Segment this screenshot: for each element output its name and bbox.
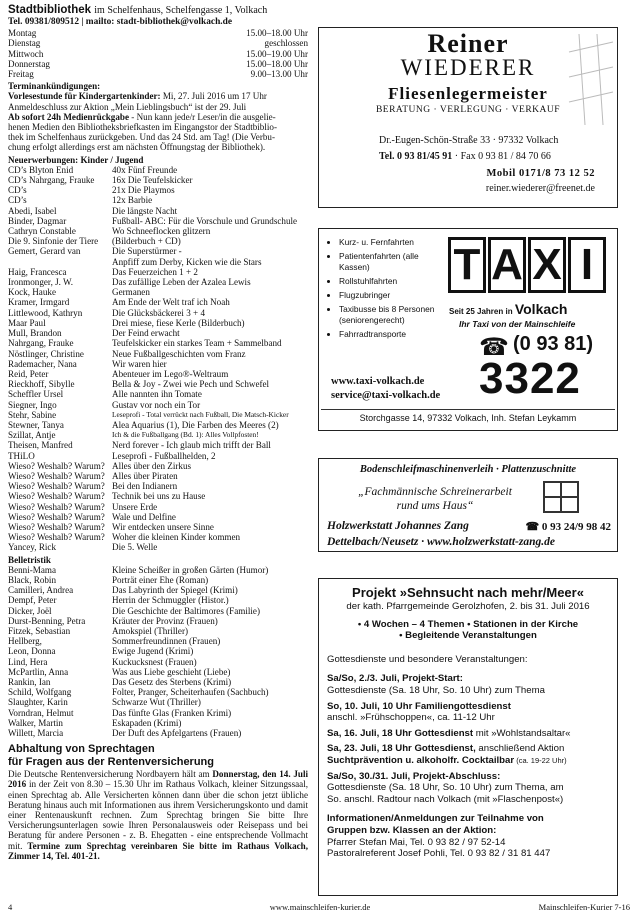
book-row	[8, 318, 308, 328]
book-title: (Bilderbuch + CD)	[112, 236, 181, 247]
book-row	[8, 328, 308, 338]
taxi-number: 3322	[479, 354, 581, 403]
book-title: Die längste Nacht	[112, 205, 178, 216]
book-row	[8, 287, 308, 297]
book-title: Abenteuer im Lego®-Weltraum	[112, 368, 229, 379]
page-number: 4	[8, 902, 13, 912]
appointment-line	[8, 91, 308, 101]
event-head: Sa/So, 30./31. Juli, Projekt-Abschluss:	[327, 770, 501, 782]
book-title: Nerd forever - Ich glaub mich trifft der Ball	[112, 440, 271, 451]
book-author: Wieso? Weshalb? Warum?	[8, 460, 105, 471]
book-row	[8, 565, 308, 575]
appointment-bold: Ab sofort 24h Medienrückgabe	[8, 111, 129, 122]
book-author: Black, Robin	[8, 574, 56, 585]
book-title: Fußball- ABC: Für die Vorschule und Grundschule	[112, 215, 298, 226]
book-title: Ich & die Fußballgang (Bd. 1): Alles Vollpfosten!	[112, 430, 259, 440]
wiederer-mobile: Mobil 0171/8 73 12 52	[486, 168, 595, 179]
book-title: 21x Die Playmos	[112, 185, 175, 196]
book-row	[8, 481, 308, 491]
appointment-text: Mi, 27. Juli 2016 um 17 Uhr	[160, 91, 267, 102]
book-author: Die 9. Sinfonie der Tiere	[8, 236, 99, 247]
taxi-logo	[441, 237, 613, 297]
taxi-tagline: Seit 25 Jahren in Volkach	[449, 301, 568, 317]
book-row	[8, 440, 308, 450]
event-head: Suchtprävention u. alkoholfr. Cocktailbar	[327, 754, 515, 766]
pension-part: Donnerstag, den 14. Juli 2016	[8, 769, 308, 790]
fiction-list	[8, 565, 308, 738]
book-row	[8, 606, 308, 616]
book-author: Mull, Brandon	[8, 328, 62, 339]
library-contact: Tel. 09381/809512 | mailto: stadt-bibliothek@volkach.de	[8, 17, 232, 27]
wiederer-name1: Reiner	[427, 29, 509, 58]
pension-part: Die Deutsche Rentenversicherung Nordbayern hält am	[8, 769, 213, 780]
book-title: Das Labyrinth der Spiegel (Krimi)	[112, 585, 238, 596]
taxi-logo-letter: A	[488, 237, 526, 293]
book-author: CD’s	[8, 185, 27, 196]
zang-quote: „Fachmännische Schreinerarbeit rund ums Haus“	[358, 486, 512, 512]
wiederer-email: reiner.wiederer@freenet.de	[485, 183, 595, 194]
book-row	[8, 471, 308, 481]
book-author: Kramer, Irmgard	[8, 297, 70, 308]
book-author: Wieso? Weshalb? Warum?	[8, 501, 105, 512]
book-row	[8, 657, 308, 667]
book-row	[8, 359, 308, 369]
hours-day: Donnerstag	[8, 58, 50, 69]
book-title: Am Ende der Welt traf ich Noah	[112, 297, 230, 308]
book-title: Wale und Delfine	[112, 511, 176, 522]
book-title: Herrin der Schmuggler (Histor.)	[112, 595, 229, 606]
pension-heading: Abhaltung von Sprechtagen für Fragen aus der Rentenversicherung	[8, 743, 214, 768]
book-row	[8, 718, 308, 728]
book-author: Wieso? Weshalb? Warum?	[8, 481, 105, 492]
projekt-sub: der kath. Pfarrgemeinde Gerolzhofen, 2. bis 31. Juli 2016	[346, 601, 590, 612]
ad-zang	[318, 458, 618, 552]
wiederer-tel: Tel. 0 93 81/45 91	[379, 151, 453, 162]
book-row	[8, 461, 308, 471]
book-title: Die Glücksbäckerei 3 + 4	[112, 307, 206, 318]
taxi-area-code: (0 93 81)	[513, 333, 594, 355]
zang-bottom: Dettelbach/Neusetz · www.holzwerkstatt-zang.de	[327, 536, 555, 548]
book-author: Leon, Donna	[8, 646, 56, 657]
book-title: Das zufällige Leben der Azalea Lewis	[112, 277, 251, 288]
book-title: Leseprofi - Total verrückt nach Fußball, Die Matsch-Kicker	[112, 409, 289, 419]
book-author: Siegner, Ingo	[8, 399, 57, 410]
event-head: Sa/So, 2./3. Juli, Projekt-Start:	[327, 673, 463, 685]
book-author: Gemert, Gerard van	[8, 246, 81, 257]
book-row	[8, 369, 308, 379]
taxi-service-item: • Fahrradtransporte	[339, 329, 449, 340]
appointment-line	[8, 102, 308, 112]
book-title: Unsere Erde	[112, 501, 158, 512]
book-author	[8, 257, 112, 267]
book-row	[8, 532, 308, 542]
zang-phone: ☎ 0 93 24/9 98 42	[525, 521, 611, 533]
book-row	[8, 636, 308, 646]
book-title: Ewige Jugend (Krimi)	[112, 646, 194, 657]
book-author: CD’s Nahrgang, Frauke	[8, 175, 95, 186]
pension-text	[8, 769, 308, 861]
book-row	[8, 379, 308, 389]
book-author: Slaughter, Karin	[8, 697, 68, 708]
book-title: Technik bei uns zu Hause	[112, 491, 206, 502]
book-row	[8, 697, 308, 707]
book-title: 12x Barbie	[112, 195, 153, 206]
new-kids-heading: Neuerwerbungen: Kinder / Jugend	[8, 154, 144, 165]
projekt-bullet2: • Begleitende Veranstaltungen	[399, 630, 537, 642]
book-author: Cathryn Constable	[8, 226, 76, 237]
taxi-service-item: • Rollstuhlfahrten	[339, 276, 449, 287]
taxi-web-mail	[331, 375, 440, 403]
book-title: Die Geschichte der Baltimores (Familie)	[112, 605, 260, 616]
book-title: Die 5. Welle	[112, 542, 158, 553]
book-row	[8, 502, 308, 512]
book-title: 40x Fünf Freunde	[112, 164, 178, 175]
book-row	[8, 687, 308, 697]
window-icon	[541, 479, 581, 515]
book-author: Maar Paul	[8, 317, 46, 328]
appointment-text: Anmeldeschluss zur Aktion „Mein Lieblingsbuch“ ist der 29. Juli	[8, 101, 247, 112]
left-column	[8, 4, 308, 861]
book-title: Teufelskicker ein starkes Team + Sammelband	[112, 338, 282, 349]
event-tail: (ca. 19-22 Uhr)	[514, 755, 567, 765]
book-row	[8, 646, 308, 656]
hours-time: 15.00–19.00 Uhr	[246, 48, 308, 59]
book-row	[8, 575, 308, 585]
book-author: Benni-Mama	[8, 564, 56, 575]
book-title: Neue Fußballgeschichten vom Franz	[112, 348, 246, 359]
taxi-service-item: • Patientenfahrten (alle Kassen)	[339, 251, 449, 273]
book-author: Nöstlinger, Christine	[8, 348, 84, 359]
book-author: CD’s	[8, 195, 27, 206]
book-row	[8, 400, 308, 410]
book-row	[8, 257, 308, 267]
projekt-title: Projekt »Sehnsucht nach mehr/Meer«	[352, 585, 584, 600]
book-row	[8, 246, 308, 256]
book-author: McPartlin, Anna	[8, 666, 69, 677]
book-row	[8, 195, 308, 205]
book-title: Eskapaden (Krimi)	[112, 717, 182, 728]
book-author: Camilleri, Andrea	[8, 585, 74, 596]
projekt-bullet1: • 4 Wochen – 4 Themen • Stationen in der Kirche	[357, 618, 579, 630]
book-author: Durst-Benning, Petra	[8, 615, 86, 626]
event-item	[327, 743, 609, 755]
book-title: Schwarze Wut (Thriller)	[112, 697, 201, 708]
book-author: Wieso? Weshalb? Warum?	[8, 491, 105, 502]
book-row	[8, 206, 308, 216]
book-row	[8, 585, 308, 595]
book-author: Schild, Wolfgang	[8, 687, 72, 698]
book-title: Alles über den Zirkus	[112, 460, 192, 471]
book-row	[8, 410, 308, 420]
footer-url: www.mainschleifen-kurier.de	[269, 902, 371, 912]
book-row	[8, 626, 308, 636]
hours-day: Mittwoch	[8, 48, 44, 59]
book-title: Drei miese, fiese Kerle (Bilderbuch)	[112, 317, 245, 328]
book-title: Der Feind erwacht	[112, 328, 180, 339]
book-author: Wieso? Weshalb? Warum?	[8, 521, 105, 532]
book-title: Wir waren hier	[112, 358, 167, 369]
event-body: anschl. »Frühschoppen«, ca. 11-12 Uhr	[327, 712, 495, 724]
taxi-service-item: • Kurz- u. Fernfahrten	[339, 237, 449, 248]
event-item	[327, 673, 609, 696]
book-title: Kräuter der Provinz (Frauen)	[112, 615, 218, 626]
projekt-contact2: Pastoralreferent Josef Pohli, Tel. 0 93 82 / 31 81 447	[327, 848, 551, 860]
ad-wiederer	[318, 27, 618, 208]
book-row	[8, 338, 308, 348]
book-title: Amokspiel (Thriller)	[112, 625, 189, 636]
appointment-text: - Nun kann jede/r Leser/in die ausgelie-	[129, 111, 276, 122]
book-title: Kuckucksnest (Frauen)	[112, 656, 197, 667]
footer-issue: Mainschleifen-Kurier 7-16	[538, 902, 630, 912]
fiction-heading: Belletristik	[8, 554, 51, 565]
hours-time: 9.00–13.00 Uhr	[250, 69, 308, 80]
book-author: CD’s Blyton Enid	[8, 164, 74, 175]
book-row	[8, 267, 308, 277]
book-title: Bei den Indianern	[112, 481, 178, 492]
wiederer-fax: · Fax 0 93 81 / 84 70 66	[454, 151, 551, 162]
appointments-heading: Terminankündigungen:	[8, 81, 101, 92]
book-author: Stehr, Sabine	[8, 409, 57, 420]
book-title: Porträt einer Ehe (Roman)	[112, 574, 209, 585]
book-author: Vorndran, Helmut	[8, 707, 74, 718]
book-author: Stewner, Tanya	[8, 419, 64, 430]
book-title: Alea Aquarius (1), Die Farben des Meeres (2)	[112, 419, 279, 430]
book-row	[8, 522, 308, 532]
taxi-logo-letter: I	[568, 237, 606, 293]
book-row	[8, 216, 308, 226]
book-row	[8, 616, 308, 626]
book-author: Reid, Peter	[8, 368, 49, 379]
book-title: Das Gesetz des Sterbens (Krimi)	[112, 677, 232, 687]
phone-icon: ☎	[479, 334, 509, 361]
book-row	[8, 491, 308, 501]
taxi-web: www.taxi-volkach.de	[331, 376, 425, 387]
book-title: Alles über Piraten	[112, 470, 178, 481]
book-title: Wir entdecken unsere Sinne	[112, 521, 214, 532]
event-item	[327, 728, 609, 740]
projekt-info: Informationen/Anmeldungen zur Teilnahme von Gruppen bzw. Klassen an der Aktion:	[327, 813, 544, 836]
book-title: Gustav vor noch ein Tor	[112, 399, 201, 410]
book-author: THiLO	[8, 450, 35, 461]
wiederer-name2: WIEDERER	[400, 55, 536, 80]
book-row	[8, 226, 308, 236]
book-author: Willett, Marcia	[8, 728, 64, 739]
kids-list	[8, 165, 308, 553]
appointment-text: chung erfolgt allerdings erst am nächsten Öffnungstag der Bibliothek).	[8, 142, 266, 153]
appointment-line	[8, 132, 308, 142]
hours-day: Montag	[8, 28, 37, 39]
hours-day: Freitag	[8, 69, 34, 80]
book-title: Kleine Scheißer in großen Gärten (Humor)	[112, 564, 269, 575]
event-tail: mit »Wohlstandsaltar«	[473, 727, 571, 739]
event-item	[327, 755, 609, 767]
book-author: Hellberg,	[8, 636, 42, 647]
event-body: Gottesdienste (Sa. 18 Uhr, So. 10 Uhr) zum Thema, am	[327, 782, 564, 794]
appointments-text	[8, 91, 308, 152]
book-author: Abedi, Isabel	[8, 205, 57, 216]
book-title: Das Feuerzeichen 1 + 2	[112, 266, 198, 277]
book-row	[8, 308, 308, 318]
appointment-line	[8, 122, 308, 132]
book-title: Leseprofi - Fußballhelden, 2	[112, 450, 216, 461]
appointment-text: henen Medien den Bibliotheksbriefkasten im Eingangstor der Stadtbiblio-	[8, 122, 277, 133]
event-body: So. anschl. Radtour nach Volkach (mit »Flaschenpost«)	[327, 793, 564, 805]
book-title: Sommerfreundinnen (Frauen)	[112, 636, 221, 647]
book-author: Kock, Hauke	[8, 287, 56, 298]
book-row	[8, 349, 308, 359]
book-author: Binder, Dagmar	[8, 215, 67, 226]
book-row	[8, 420, 308, 430]
book-author: Wieso? Weshalb? Warum?	[8, 532, 105, 543]
book-row	[8, 451, 308, 461]
pension-part: in der Zeit von 8.30 – 15.30 Uhr im Rathaus Volkach, kleiner Sitzungssaal, einen Sprechtag ab. Alle Versicherten können dann über die schon jetzt übliche Beratung hinaus auch mit Informationen aus ihrem Versicherungskonto und damit einer Rentenauskunft rechnen. Zum Sprechtag bringen Sie bitte Ihre Versicherungsunterlagen sowie Ihren Personalausweis oder Reisepass und bei Beratung für andere Personen - z. B. Ehegatten - eine entsprechende Vollmacht mit.	[8, 779, 308, 851]
book-title: Folter, Pranger, Scheiterhaufen (Sachbuch)	[112, 687, 269, 698]
taxi-logo-letter: X	[528, 237, 566, 293]
book-author: Dicker, Joël	[8, 605, 52, 616]
hours-time: geschlossen	[264, 38, 308, 49]
appointment-line	[8, 142, 308, 152]
book-author: Rademacher, Nana	[8, 358, 77, 369]
book-title: 16x Die Teufelskicker	[112, 175, 193, 186]
taxi-tagline2: Ihr Taxi von der Mainschleife	[459, 319, 576, 329]
ad-projekt	[318, 578, 618, 896]
book-author: Fitzek, Sebastian	[8, 625, 71, 636]
book-author: Rieckhoff, Sibylle	[8, 379, 75, 390]
book-title: Wo Schneeflocken glitzern	[112, 226, 211, 237]
appointment-bold: Vorlesestunde für Kindergartenkinder:	[8, 91, 161, 102]
event-head: Sa, 23. Juli, 18 Uhr Gottesdienst,	[327, 743, 476, 755]
opening-hours	[8, 28, 308, 79]
book-author: Wieso? Weshalb? Warum?	[8, 511, 105, 522]
book-author: Walker, Martin	[8, 717, 63, 728]
book-row	[8, 185, 308, 195]
event-head: So, 10. Juli, 10 Uhr Familiengottesdienst	[327, 700, 511, 712]
book-row	[8, 595, 308, 605]
book-author: Szillat, Antje	[8, 430, 56, 441]
book-row	[8, 677, 308, 687]
book-author: Theisen, Manfred	[8, 440, 73, 451]
event-tail: anschließend Aktion	[475, 743, 565, 755]
book-row	[8, 297, 308, 307]
book-title: Alle nannten ihn Tomate	[112, 389, 202, 400]
wiederer-services: BERATUNG · VERLEGUNG · VERKAUF	[375, 105, 561, 115]
appointment-line	[8, 112, 308, 122]
event-item	[327, 701, 609, 724]
book-row	[8, 389, 308, 399]
book-title: Die Superstürmer -	[112, 246, 182, 257]
book-row	[8, 430, 308, 440]
event-body: Gottesdienste (Sa. 18 Uhr, So. 10 Uhr) zum Thema	[327, 684, 545, 696]
event-item	[327, 771, 609, 806]
hours-day: Dienstag	[8, 38, 41, 49]
taxi-mail: service@taxi-volkach.de	[331, 390, 441, 401]
book-author: Littlewood, Kathryn	[8, 307, 83, 318]
book-row	[8, 175, 308, 185]
book-row	[8, 165, 308, 175]
book-title: Germanen	[112, 287, 150, 298]
ad-taxi	[318, 228, 618, 431]
projekt-contact1: Pfarrer Stefan Mai, Tel. 0 93 82 / 97 52-14	[327, 836, 506, 848]
book-author: Nahrgang, Frauke	[8, 338, 74, 349]
book-row	[8, 277, 308, 287]
event-head: Sa, 16. Juli, 18 Uhr Gottesdienst	[327, 727, 474, 739]
book-author: Scheffler Ursel	[8, 389, 64, 400]
book-row	[8, 542, 308, 552]
book-author: Lind, Hera	[8, 656, 48, 667]
book-author: Yancey, Rick	[8, 542, 56, 553]
book-author: Haig, Francesca	[8, 266, 67, 277]
projekt-events	[327, 673, 609, 805]
book-row	[8, 728, 308, 738]
zang-name: Holzwerkstatt Johannes Zang	[327, 520, 469, 532]
projekt-section: Gottesdienste und besondere Veranstaltungen:	[327, 653, 528, 665]
book-row	[8, 512, 308, 522]
book-author: Rankin, Ian	[8, 677, 51, 687]
wiederer-address: Dr.-Eugen-Schön-Straße 33 · 97332 Volkach	[379, 135, 559, 146]
wiederer-trade: Fliesenlegermeister	[388, 84, 548, 103]
book-author: Ironmonger, J. W.	[8, 277, 74, 288]
book-row	[8, 667, 308, 677]
hours-time: 15.00–18.00 Uhr	[246, 58, 308, 69]
book-author: Dempf, Peter	[8, 595, 57, 606]
taxi-logo-letter: T	[448, 237, 486, 293]
taxi-services	[329, 237, 449, 343]
book-title: Der Duft des Apfelgartens (Frauen)	[112, 728, 242, 739]
taxi-address: Storchgasse 14, 97332 Volkach, Inh. Stefan Leykamm	[321, 409, 615, 427]
book-row	[8, 708, 308, 718]
pension-part: Termine zum Sprechtag vereinbaren Sie bitte im Rathaus Volkach, Zimmer 14, Tel. 401-21.	[8, 840, 308, 861]
zang-top: Bodenschleifmaschinenverleih · Plattenzuschnitte	[359, 464, 577, 475]
book-row	[8, 236, 308, 246]
hours-time: 15.00–18.00 Uhr	[246, 28, 308, 39]
appointment-text: thek im Schelfenhaus zurückgeben. Und das 24 Std. am Tag! (Die Verbu-	[8, 132, 275, 143]
book-title: Bella & Joy - Zwei wie Pech und Schwefel	[112, 379, 270, 390]
book-author: Wieso? Weshalb? Warum?	[8, 470, 105, 481]
book-title: Anpfiff zum Derby, Kicken wie die Stars	[112, 256, 262, 267]
book-title: Woher die kleinen Kinder kommen	[112, 532, 241, 543]
library-heading: Stadtbibliothek im Schelfenhaus, Schelfengasse 1, Volkach	[8, 4, 268, 16]
taxi-service-item: • Flugzubringer	[339, 290, 449, 301]
book-title: Das fünfte Glas (Franken Krimi)	[112, 707, 232, 718]
taxi-service-item: • Taxibusse bis 8 Personen (seniorengerecht)	[339, 304, 449, 326]
book-title: Was aus Liebe geschieht (Liebe)	[112, 666, 231, 677]
